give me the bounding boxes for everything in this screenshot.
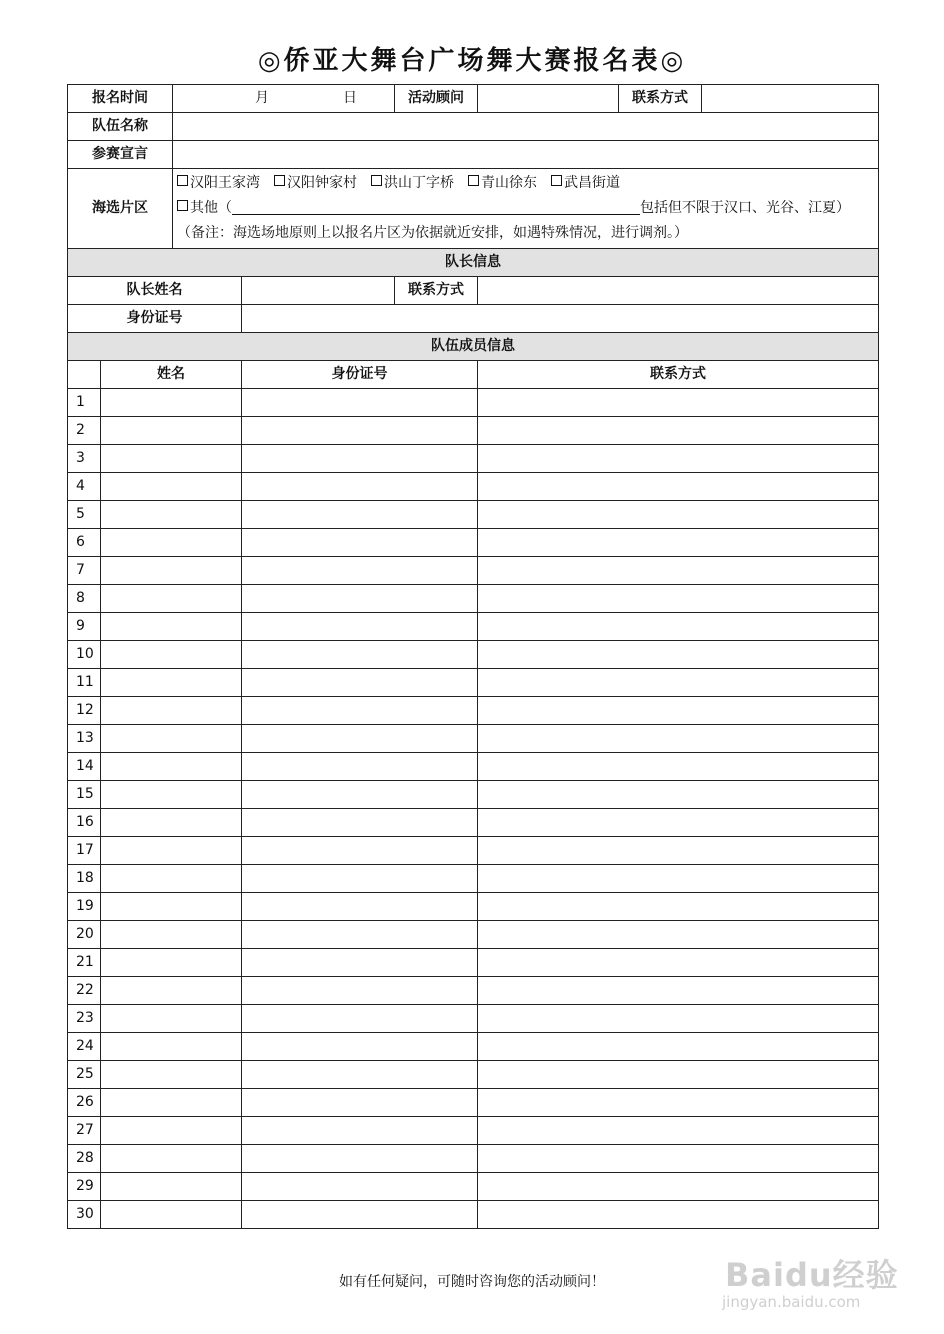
member-row bbox=[68, 753, 879, 781]
member-contact-field[interactable] bbox=[478, 753, 879, 781]
member-row-number: 29 bbox=[68, 1173, 101, 1201]
member-name-field[interactable] bbox=[101, 417, 242, 445]
captain-name-row bbox=[68, 277, 879, 305]
member-name-field[interactable] bbox=[101, 893, 242, 921]
member-id-field[interactable] bbox=[242, 473, 478, 501]
member-name-field[interactable] bbox=[101, 501, 242, 529]
member-id-field[interactable] bbox=[242, 501, 478, 529]
registration-time-row bbox=[68, 85, 879, 113]
member-row bbox=[68, 501, 879, 529]
form-title: ◎侨亚大舞台广场舞大赛报名表◎ bbox=[257, 46, 687, 76]
member-contact-field[interactable] bbox=[478, 977, 879, 1005]
member-name-field[interactable] bbox=[101, 1061, 242, 1089]
checkbox-icon[interactable] bbox=[468, 175, 479, 186]
member-row-number: 22 bbox=[68, 977, 101, 1005]
footer-note: 如有任何疑问，可随时咨询您的活动顾问！ bbox=[339, 1274, 605, 1290]
area-label: 海选片区 bbox=[68, 169, 173, 249]
member-row-number: 15 bbox=[68, 781, 101, 809]
member-row-number: 25 bbox=[68, 1061, 101, 1089]
area-option[interactable]: 汉阳钟家村 bbox=[274, 171, 357, 196]
member-row bbox=[68, 529, 879, 557]
member-name-field[interactable] bbox=[101, 1145, 242, 1173]
captain-name-field[interactable] bbox=[242, 277, 395, 305]
captain-section-row bbox=[68, 249, 879, 277]
member-row bbox=[68, 445, 879, 473]
member-id-field[interactable] bbox=[242, 837, 478, 865]
member-row bbox=[68, 1201, 879, 1229]
member-row bbox=[68, 1145, 879, 1173]
member-name-field[interactable] bbox=[101, 697, 242, 725]
member-row bbox=[68, 809, 879, 837]
member-id-field[interactable] bbox=[242, 669, 478, 697]
member-contact-field[interactable] bbox=[478, 1061, 879, 1089]
member-id-field[interactable] bbox=[242, 1033, 478, 1061]
member-row-number: 24 bbox=[68, 1033, 101, 1061]
team-name-field[interactable] bbox=[173, 113, 879, 141]
member-name-field[interactable] bbox=[101, 809, 242, 837]
member-id-field[interactable] bbox=[242, 389, 478, 417]
watermark-url: jingyan.baidu.com bbox=[722, 1293, 861, 1311]
member-name-field[interactable] bbox=[101, 753, 242, 781]
member-name-field[interactable] bbox=[101, 1117, 242, 1145]
member-id-field[interactable] bbox=[242, 781, 478, 809]
member-name-field[interactable] bbox=[101, 837, 242, 865]
member-contact-field[interactable] bbox=[478, 445, 879, 473]
member-row-number: 16 bbox=[68, 809, 101, 837]
member-row-number: 26 bbox=[68, 1089, 101, 1117]
checkbox-icon[interactable] bbox=[371, 175, 382, 186]
checkbox-icon[interactable] bbox=[274, 175, 285, 186]
member-name-field[interactable] bbox=[101, 473, 242, 501]
member-id-field[interactable] bbox=[242, 585, 478, 613]
member-name-field[interactable] bbox=[101, 1033, 242, 1061]
member-row bbox=[68, 921, 879, 949]
member-name-field[interactable] bbox=[101, 781, 242, 809]
member-row bbox=[68, 1117, 879, 1145]
member-name-header: 姓名 bbox=[101, 361, 242, 389]
advisor-label: 活动顾问 bbox=[395, 85, 478, 113]
other-label: 其他（ bbox=[190, 200, 232, 216]
contact-label: 联系方式 bbox=[619, 85, 702, 113]
member-id-field[interactable] bbox=[242, 697, 478, 725]
area-option[interactable]: 汉阳王家湾 bbox=[177, 171, 260, 196]
member-id-field[interactable] bbox=[242, 1089, 478, 1117]
member-contact-field[interactable] bbox=[478, 669, 879, 697]
contact-field[interactable] bbox=[702, 85, 879, 113]
checkbox-icon[interactable] bbox=[177, 175, 188, 186]
members-section-row bbox=[68, 333, 879, 361]
member-id-field[interactable] bbox=[242, 1145, 478, 1173]
captain-section-title: 队长信息 bbox=[68, 249, 879, 277]
member-id-field[interactable] bbox=[242, 1201, 478, 1229]
member-name-field[interactable] bbox=[101, 445, 242, 473]
member-name-field[interactable] bbox=[101, 389, 242, 417]
member-row-number: 28 bbox=[68, 1145, 101, 1173]
member-id-field[interactable] bbox=[242, 613, 478, 641]
member-name-field[interactable] bbox=[101, 529, 242, 557]
member-row bbox=[68, 613, 879, 641]
member-row bbox=[68, 977, 879, 1005]
member-row-number: 18 bbox=[68, 865, 101, 893]
member-row-number: 4 bbox=[68, 473, 101, 501]
area-option[interactable]: 洪山丁字桥 bbox=[371, 171, 454, 196]
advisor-field[interactable] bbox=[478, 85, 619, 113]
member-name-field[interactable] bbox=[101, 977, 242, 1005]
registration-date-field[interactable] bbox=[173, 85, 395, 113]
member-row-number: 17 bbox=[68, 837, 101, 865]
slogan-label: 参赛宣言 bbox=[68, 141, 173, 169]
team-name-label: 队伍名称 bbox=[68, 113, 173, 141]
member-name-field[interactable] bbox=[101, 1201, 242, 1229]
member-row-number: 12 bbox=[68, 697, 101, 725]
member-contact-field[interactable] bbox=[478, 725, 879, 753]
member-id-header: 身份证号 bbox=[242, 361, 478, 389]
day-label: 日 bbox=[343, 90, 357, 106]
member-name-field[interactable] bbox=[101, 949, 242, 977]
member-row-number: 1 bbox=[68, 389, 101, 417]
area-option[interactable]: 青山徐东 bbox=[468, 171, 537, 196]
member-row bbox=[68, 697, 879, 725]
member-id-field[interactable] bbox=[242, 641, 478, 669]
member-contact-field[interactable] bbox=[478, 1201, 879, 1229]
registration-form-table bbox=[67, 84, 879, 1229]
member-row bbox=[68, 1005, 879, 1033]
member-contact-field[interactable] bbox=[478, 949, 879, 977]
member-contact-field[interactable] bbox=[478, 585, 879, 613]
member-contact-header: 联系方式 bbox=[478, 361, 879, 389]
member-row bbox=[68, 725, 879, 753]
member-row bbox=[68, 669, 879, 697]
member-contact-field[interactable] bbox=[478, 1089, 879, 1117]
captain-contact-label: 联系方式 bbox=[395, 277, 478, 305]
captain-name-label: 队长姓名 bbox=[68, 277, 242, 305]
member-id-field[interactable] bbox=[242, 809, 478, 837]
member-id-field[interactable] bbox=[242, 977, 478, 1005]
member-name-field[interactable] bbox=[101, 1173, 242, 1201]
captain-id-row bbox=[68, 305, 879, 333]
members-section-title: 队伍成员信息 bbox=[68, 333, 879, 361]
member-row-number: 19 bbox=[68, 893, 101, 921]
member-contact-field[interactable] bbox=[478, 1173, 879, 1201]
area-note: （备注：海选场地原则上以报名片区为依据就近安排，如遇特殊情况，进行调剂。） bbox=[177, 225, 688, 241]
area-options-line bbox=[177, 171, 874, 196]
member-contact-field[interactable] bbox=[478, 501, 879, 529]
member-row bbox=[68, 389, 879, 417]
member-row-number: 27 bbox=[68, 1117, 101, 1145]
member-id-field[interactable] bbox=[242, 1173, 478, 1201]
member-row bbox=[68, 1173, 879, 1201]
member-id-field[interactable] bbox=[242, 1005, 478, 1033]
captain-id-field[interactable] bbox=[242, 305, 879, 333]
checkbox-icon[interactable] bbox=[551, 175, 562, 186]
member-name-field[interactable] bbox=[101, 557, 242, 585]
member-contact-field[interactable] bbox=[478, 697, 879, 725]
member-row bbox=[68, 417, 879, 445]
member-contact-field[interactable] bbox=[478, 529, 879, 557]
other-area-input[interactable] bbox=[232, 198, 640, 215]
member-row-number: 10 bbox=[68, 641, 101, 669]
member-row bbox=[68, 641, 879, 669]
member-contact-field[interactable] bbox=[478, 613, 879, 641]
member-row bbox=[68, 1061, 879, 1089]
member-row bbox=[68, 585, 879, 613]
member-row bbox=[68, 837, 879, 865]
member-name-field[interactable] bbox=[101, 725, 242, 753]
member-row-number: 13 bbox=[68, 725, 101, 753]
member-contact-field[interactable] bbox=[478, 1145, 879, 1173]
member-row-number: 9 bbox=[68, 613, 101, 641]
member-name-field[interactable] bbox=[101, 669, 242, 697]
member-row-number: 14 bbox=[68, 753, 101, 781]
member-row-number: 21 bbox=[68, 949, 101, 977]
area-option[interactable]: 武昌街道 bbox=[551, 171, 620, 196]
other-suffix: 包括但不限于汉口、光谷、江夏） bbox=[640, 200, 850, 216]
member-id-field[interactable] bbox=[242, 417, 478, 445]
member-row-number: 8 bbox=[68, 585, 101, 613]
member-row bbox=[68, 557, 879, 585]
member-id-field[interactable] bbox=[242, 893, 478, 921]
member-row-number: 2 bbox=[68, 417, 101, 445]
member-name-field[interactable] bbox=[101, 1089, 242, 1117]
member-row-number: 3 bbox=[68, 445, 101, 473]
member-name-field[interactable] bbox=[101, 921, 242, 949]
member-row bbox=[68, 473, 879, 501]
member-contact-field[interactable] bbox=[478, 809, 879, 837]
member-id-field[interactable] bbox=[242, 949, 478, 977]
members-header-row bbox=[68, 361, 879, 389]
member-id-field[interactable] bbox=[242, 753, 478, 781]
member-contact-field[interactable] bbox=[478, 389, 879, 417]
member-contact-field[interactable] bbox=[478, 865, 879, 893]
member-row-number: 11 bbox=[68, 669, 101, 697]
member-id-field[interactable] bbox=[242, 921, 478, 949]
member-row-number: 23 bbox=[68, 1005, 101, 1033]
member-name-field[interactable] bbox=[101, 613, 242, 641]
team-name-row bbox=[68, 113, 879, 141]
member-row bbox=[68, 781, 879, 809]
month-label: 月 bbox=[255, 90, 269, 106]
member-id-field[interactable] bbox=[242, 725, 478, 753]
member-contact-field[interactable] bbox=[478, 921, 879, 949]
captain-id-label: 身份证号 bbox=[68, 305, 242, 333]
baidu-jingyan-watermark: Baidu经验 bbox=[725, 1256, 899, 1294]
member-row-number: 20 bbox=[68, 921, 101, 949]
member-row bbox=[68, 1033, 879, 1061]
member-row-number: 30 bbox=[68, 1201, 101, 1229]
member-row-number: 5 bbox=[68, 501, 101, 529]
member-name-field[interactable] bbox=[101, 641, 242, 669]
member-id-field[interactable] bbox=[242, 865, 478, 893]
member-name-field[interactable] bbox=[101, 585, 242, 613]
member-contact-field[interactable] bbox=[478, 641, 879, 669]
member-id-field[interactable] bbox=[242, 1117, 478, 1145]
member-row bbox=[68, 1089, 879, 1117]
member-contact-field[interactable] bbox=[478, 417, 879, 445]
member-row-number: 7 bbox=[68, 557, 101, 585]
member-contact-field[interactable] bbox=[478, 557, 879, 585]
area-row bbox=[68, 169, 879, 249]
member-contact-field[interactable] bbox=[478, 781, 879, 809]
member-id-field[interactable] bbox=[242, 529, 478, 557]
member-contact-field[interactable] bbox=[478, 1005, 879, 1033]
member-row bbox=[68, 865, 879, 893]
member-contact-field[interactable] bbox=[478, 1033, 879, 1061]
area-options-cell bbox=[173, 169, 879, 249]
slogan-row bbox=[68, 141, 879, 169]
checkbox-icon[interactable] bbox=[177, 200, 188, 211]
member-id-field[interactable] bbox=[242, 445, 478, 473]
member-contact-field[interactable] bbox=[478, 473, 879, 501]
captain-contact-field[interactable] bbox=[478, 277, 879, 305]
slogan-field[interactable] bbox=[173, 141, 879, 169]
member-name-field[interactable] bbox=[101, 1005, 242, 1033]
area-other-line bbox=[177, 196, 874, 221]
registration-time-label: 报名时间 bbox=[68, 85, 173, 113]
member-contact-field[interactable] bbox=[478, 1117, 879, 1145]
member-row bbox=[68, 893, 879, 921]
member-contact-field[interactable] bbox=[478, 837, 879, 865]
row-number-header bbox=[68, 361, 101, 389]
member-id-field[interactable] bbox=[242, 557, 478, 585]
member-id-field[interactable] bbox=[242, 1061, 478, 1089]
member-row bbox=[68, 949, 879, 977]
member-name-field[interactable] bbox=[101, 865, 242, 893]
member-row-number: 6 bbox=[68, 529, 101, 557]
member-contact-field[interactable] bbox=[478, 893, 879, 921]
